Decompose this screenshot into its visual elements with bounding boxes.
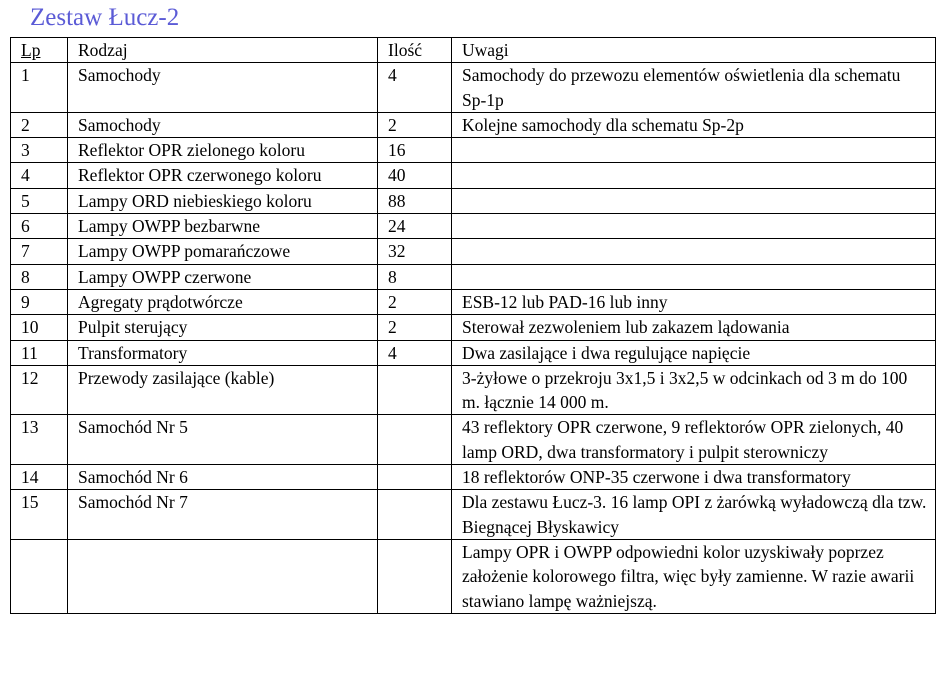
cell-lp: 15 bbox=[11, 490, 68, 540]
header-lp-label: Lp bbox=[21, 40, 41, 60]
table-row bbox=[11, 539, 936, 613]
cell-uwagi bbox=[452, 188, 936, 213]
cell-uwagi bbox=[452, 163, 936, 188]
table-row bbox=[11, 163, 936, 188]
cell-lp: 12 bbox=[11, 365, 68, 415]
cell-uwagi: Kolejne samochody dla schematu Sp-2p bbox=[452, 112, 936, 137]
cell-lp: 3 bbox=[11, 138, 68, 163]
cell-lp: 2 bbox=[11, 112, 68, 137]
header-lp bbox=[11, 38, 68, 63]
table-row bbox=[11, 63, 936, 113]
cell-rodzaj: Przewody zasilające (kable) bbox=[68, 365, 378, 415]
cell-uwagi bbox=[452, 138, 936, 163]
cell-ilosc: 4 bbox=[378, 63, 452, 113]
cell-ilosc bbox=[378, 490, 452, 540]
cell-ilosc bbox=[378, 365, 452, 415]
cell-lp: 4 bbox=[11, 163, 68, 188]
cell-ilosc: 88 bbox=[378, 188, 452, 213]
cell-lp: 6 bbox=[11, 214, 68, 239]
header-uwagi: Uwagi bbox=[452, 38, 936, 63]
table-body bbox=[11, 63, 936, 614]
cell-ilosc: 2 bbox=[378, 112, 452, 137]
table-row bbox=[11, 365, 936, 415]
cell-ilosc: 40 bbox=[378, 163, 452, 188]
table-row bbox=[11, 188, 936, 213]
cell-rodzaj: Samochód Nr 6 bbox=[68, 465, 378, 490]
header-row bbox=[11, 38, 936, 63]
cell-lp: 13 bbox=[11, 415, 68, 465]
cell-rodzaj: Reflektor OPR czerwonego koloru bbox=[68, 163, 378, 188]
table-row bbox=[11, 239, 936, 264]
cell-rodzaj: Samochody bbox=[68, 112, 378, 137]
cell-lp: 14 bbox=[11, 465, 68, 490]
cell-uwagi: ESB-12 lub PAD-16 lub inny bbox=[452, 289, 936, 314]
cell-ilosc: 24 bbox=[378, 214, 452, 239]
cell-rodzaj: Agregaty prądotwórcze bbox=[68, 289, 378, 314]
table-row bbox=[11, 315, 936, 340]
cell-lp: 8 bbox=[11, 264, 68, 289]
cell-rodzaj bbox=[68, 539, 378, 613]
cell-uwagi: Sterował zezwoleniem lub zakazem lądowania bbox=[452, 315, 936, 340]
cell-rodzaj: Reflektor OPR zielonego koloru bbox=[68, 138, 378, 163]
cell-ilosc: 4 bbox=[378, 340, 452, 365]
cell-ilosc: 8 bbox=[378, 264, 452, 289]
table-row bbox=[11, 289, 936, 314]
table-header bbox=[11, 38, 936, 63]
cell-rodzaj: Samochód Nr 7 bbox=[68, 490, 378, 540]
cell-uwagi bbox=[452, 239, 936, 264]
cell-rodzaj: Lampy OWPP czerwone bbox=[68, 264, 378, 289]
equipment-table bbox=[10, 37, 936, 614]
cell-lp bbox=[11, 539, 68, 613]
cell-rodzaj: Lampy OWPP pomarańczowe bbox=[68, 239, 378, 264]
document-title: Zestaw Łucz-2 bbox=[30, 4, 180, 31]
cell-ilosc bbox=[378, 539, 452, 613]
cell-uwagi bbox=[452, 214, 936, 239]
cell-rodzaj: Samochody bbox=[68, 63, 378, 113]
cell-ilosc: 2 bbox=[378, 315, 452, 340]
table-row bbox=[11, 138, 936, 163]
cell-uwagi bbox=[452, 264, 936, 289]
cell-uwagi: Lampy OPR i OWPP odpowiedni kolor uzyskiwały poprzez założenie kolorowego filtra, więc były zamienne. W razie awarii stawiano lampę ważniejszą. bbox=[452, 539, 936, 613]
cell-rodzaj: Samochód Nr 5 bbox=[68, 415, 378, 465]
cell-uwagi: Samochody do przewozu elementów oświetlenia dla schematu Sp-1p bbox=[452, 63, 936, 113]
cell-lp: 9 bbox=[11, 289, 68, 314]
cell-lp: 10 bbox=[11, 315, 68, 340]
cell-rodzaj: Lampy OWPP bezbarwne bbox=[68, 214, 378, 239]
cell-rodzaj: Lampy ORD niebieskiego koloru bbox=[68, 188, 378, 213]
table-row bbox=[11, 264, 936, 289]
table-row bbox=[11, 214, 936, 239]
header-ilosc: Ilość bbox=[378, 38, 452, 63]
cell-uwagi: 3-żyłowe o przekroju 3x1,5 i 3x2,5 w odcinkach od 3 m do 100 m. łącznie 14 000 m. bbox=[452, 365, 936, 415]
cell-uwagi: Dla zestawu Łucz-3. 16 lamp OPI z żarówką wyładowczą dla tzw. Biegnącej Błyskawicy bbox=[452, 490, 936, 540]
cell-ilosc: 32 bbox=[378, 239, 452, 264]
cell-ilosc: 2 bbox=[378, 289, 452, 314]
cell-ilosc bbox=[378, 415, 452, 465]
cell-lp: 11 bbox=[11, 340, 68, 365]
cell-ilosc bbox=[378, 465, 452, 490]
table-row bbox=[11, 340, 936, 365]
cell-rodzaj: Pulpit sterujący bbox=[68, 315, 378, 340]
cell-ilosc: 16 bbox=[378, 138, 452, 163]
table-row bbox=[11, 415, 936, 465]
cell-lp: 1 bbox=[11, 63, 68, 113]
table-row bbox=[11, 490, 936, 540]
cell-lp: 7 bbox=[11, 239, 68, 264]
cell-lp: 5 bbox=[11, 188, 68, 213]
cell-uwagi: 43 reflektory OPR czerwone, 9 reflektorów OPR zielonych, 40 lamp ORD, dwa transformatory i pulpit sterowniczy bbox=[452, 415, 936, 465]
table-row bbox=[11, 465, 936, 490]
cell-uwagi: 18 reflektorów ONP-35 czerwone i dwa transformatory bbox=[452, 465, 936, 490]
cell-rodzaj: Transformatory bbox=[68, 340, 378, 365]
header-rodzaj: Rodzaj bbox=[68, 38, 378, 63]
table-row bbox=[11, 112, 936, 137]
cell-uwagi: Dwa zasilające i dwa regulujące napięcie bbox=[452, 340, 936, 365]
